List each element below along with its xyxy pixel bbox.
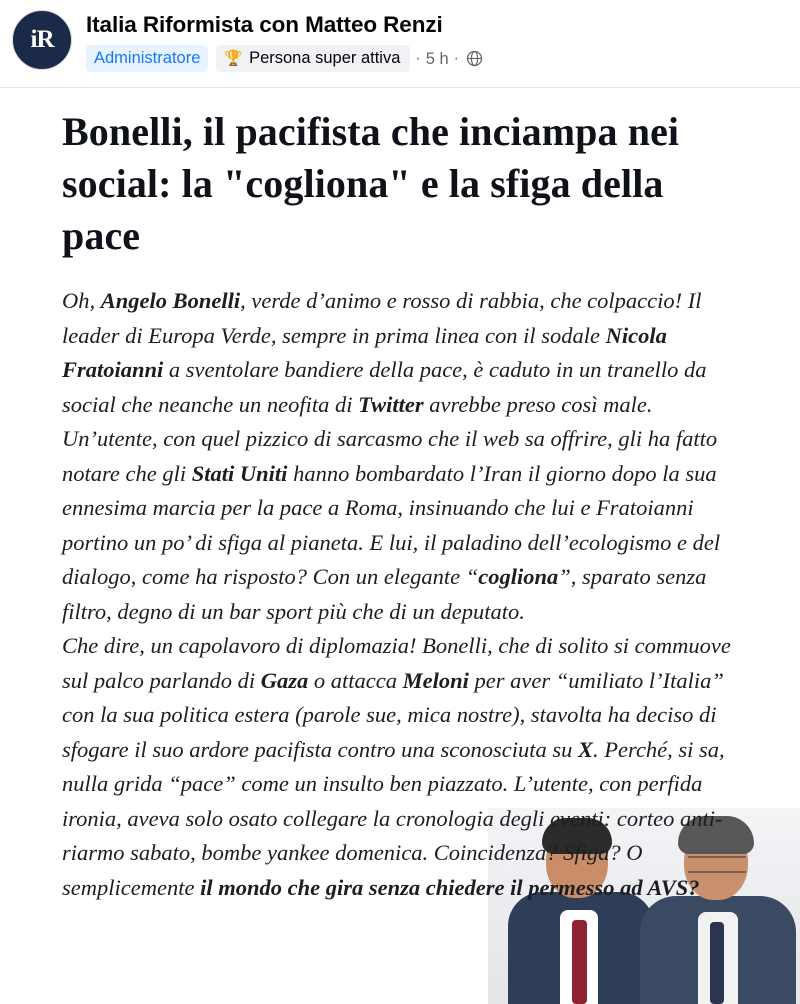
status-badge-label: Persona super attiva [249, 49, 401, 67]
article-body [0, 88, 800, 1004]
globe-icon[interactable] [466, 50, 483, 67]
article-paragraph-2: Che dire, un capolavoro di diplomazia! Bonelli, che di solito si commuove sul palco parlando di Gaza o attacca Meloni per aver “umiliato l’Italia” con la sua politica estera (parole sue, mica nostre), stavolta ha deciso di sfogare il suo ardore pacifista contro una sconosciuta su X. Perché, si sa, nulla grida “pace” come un insulto ben piazzato. L’utente, con perfida ironia, aveva solo osato collegare la cronologia degli eventi: corteo anti-riarmo sabato, bombe yankee domenica. Coincidenza? Sfiga? O semplicemente il mondo che gira senza chiedere il permesso ad AVS? [62, 633, 731, 900]
trophy-icon: 🏆 [224, 49, 244, 67]
post-meta-row [86, 45, 483, 72]
meta-separator-2: · [453, 49, 459, 67]
avatar-initials: iR [30, 26, 54, 53]
timestamp[interactable]: 5 h [425, 49, 449, 68]
status-badge[interactable] [216, 45, 410, 72]
post-header [0, 0, 800, 88]
avatar[interactable] [12, 10, 72, 70]
article-paragraph-1: Oh, Angelo Bonelli, verde d’animo e rosso di rabbia, che colpaccio! Il leader di Europa Verde, sempre in prima linea con il sodale Nicola Fratoianni a sventolare bandiere della pace, è caduto in un tranello da social che neanche un neofita di Twitter avrebbe preso così male. Un’utente, con quel pizzico di sarcasmo che il web sa offrire, gli ha fatto notare che gli Stati Uniti hanno bombardato l’Iran il giorno dopo la sua ennesima marcia per la pace a Roma, insinuando che lui e Fratoianni portino un po’ di sfiga al pianeta. E lui, il paladino dell’ecologismo e del dialogo, come ha risposto? Con un elegante “cogliona”, sparato senza filtro, degno di un bar sport più che di un deputato. [62, 288, 721, 624]
article-text [62, 284, 748, 905]
admin-badge[interactable]: Administratore [86, 45, 208, 72]
article-headline: Bonelli, il pacifista che inciampa nei social: la "cogliona" e la sfiga della pace [62, 109, 680, 258]
post-header-text [86, 10, 483, 72]
page-title[interactable]: Italia Riformista con Matteo Renzi [86, 12, 443, 37]
meta-separator-1: · [415, 49, 421, 67]
